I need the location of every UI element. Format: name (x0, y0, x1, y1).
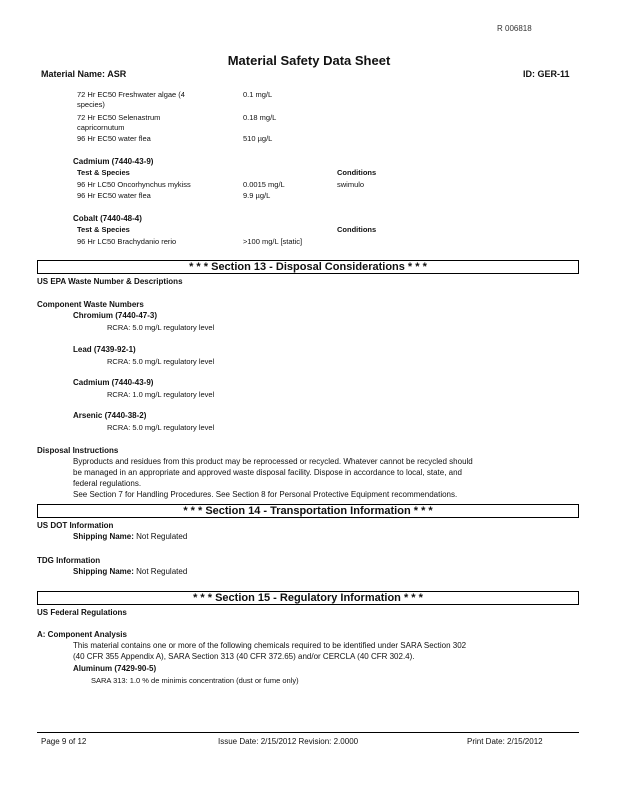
test-species-header: Test & Species (77, 225, 130, 234)
conditions-header: Conditions (337, 225, 377, 234)
disposal-line: See Section 7 for Handling Procedures. See Section 8 for Personal Protective Equipment recommendations. (73, 490, 458, 499)
waste-component-rcra: RCRA: 5.0 mg/L regulatory level (107, 423, 215, 432)
eco-test: 72 Hr EC50 Freshwater algae (4 (77, 90, 185, 99)
eco-test: 96 Hr LC50 Brachydanio rerio (77, 237, 177, 246)
material-name: Material Name: ASR (41, 69, 127, 79)
waste-component-name: Chromium (7440-47-3) (73, 311, 158, 320)
section-13-header: * * * Section 13 - Disposal Considerations * * * (37, 260, 579, 274)
eco-test: species) (77, 100, 105, 109)
tdg-heading: TDG Information (37, 556, 101, 565)
tdg-shipping-value: Not Regulated (136, 567, 188, 576)
section-14-header: * * * Section 14 - Transportation Information * * * (37, 504, 579, 518)
eco-value: 510 µg/L (243, 134, 273, 143)
eco-test: 72 Hr EC50 Selenastrum (77, 113, 161, 122)
component-analysis-heading: A: Component Analysis (37, 630, 127, 639)
eco-test: 96 Hr LC50 Oncorhynchus mykiss (77, 180, 191, 189)
eco-value: >100 mg/L [static] (243, 237, 303, 246)
aluminum-detail: SARA 313: 1.0 % de minimis concentration (dust or fume only) (91, 676, 299, 685)
disposal-line: Byproducts and residues from this product may be reprocessed or recycled. Whatever cannot be recycled should (73, 457, 473, 466)
cobalt-eco-heading: Cobalt (7440-48-4) (73, 214, 142, 223)
test-species-header: Test & Species (77, 168, 130, 177)
section-15-header: * * * Section 15 - Regulatory Information * * * (37, 591, 579, 605)
eco-test: 96 Hr EC50 water flea (77, 191, 151, 200)
waste-component-rcra: RCRA: 1.0 mg/L regulatory level (107, 390, 215, 399)
footer-issue-date: Issue Date: 2/15/2012 Revision: 2.0000 (218, 737, 359, 746)
tdg-shipping-row (73, 567, 187, 576)
waste-component-rcra: RCRA: 5.0 mg/L regulatory level (107, 357, 215, 366)
dot-shipping-row (73, 532, 187, 541)
footer-page-number: Page 9 of 12 (41, 737, 87, 746)
waste-component-name: Lead (7439-92-1) (73, 345, 136, 354)
eco-value: 9.9 µg/L (243, 191, 271, 200)
tdg-shipping-label: Shipping Name: (73, 567, 134, 576)
eco-value: 0.18 mg/L (243, 113, 277, 122)
analysis-line: (40 CFR 355 Appendix A), SARA Section 313 (40 CFR 372.65) and/or CERCLA (40 CFR 302.4). (73, 652, 415, 661)
dot-shipping-value: Not Regulated (136, 532, 188, 541)
document-id: ID: GER-11 (523, 69, 570, 79)
eco-test: 96 Hr EC50 water flea (77, 134, 151, 143)
eco-value: 0.1 mg/L (243, 90, 273, 99)
dot-shipping-label: Shipping Name: (73, 532, 134, 541)
page-reference: R 006818 (497, 24, 532, 33)
disposal-line: federal regulations. (73, 479, 142, 488)
document-title: Material Safety Data Sheet (227, 53, 391, 68)
federal-regulations-heading: US Federal Regulations (37, 608, 127, 617)
component-waste-heading: Component Waste Numbers (37, 300, 144, 309)
waste-component-rcra: RCRA: 5.0 mg/L regulatory level (107, 323, 215, 332)
waste-component-name: Cadmium (7440-43-9) (73, 378, 154, 387)
disposal-heading: Disposal Instructions (37, 446, 119, 455)
waste-component-name: Arsenic (7440-38-2) (73, 411, 147, 420)
aluminum-heading: Aluminum (7429-90-5) (73, 664, 157, 673)
eco-test: capricornutum (77, 123, 125, 132)
conditions-header: Conditions (337, 168, 377, 177)
disposal-line: be managed in an appropriate and approved waste disposal facility. Dispose in accordance to local, state, and (73, 468, 462, 477)
epa-heading: US EPA Waste Number & Descriptions (37, 277, 183, 286)
footer-print-date: Print Date: 2/15/2012 (467, 737, 543, 746)
dot-heading: US DOT Information (37, 521, 114, 530)
eco-value: 0.0015 mg/L (243, 180, 285, 189)
footer-divider (37, 732, 579, 733)
eco-condition: swimulo (337, 180, 365, 189)
analysis-line: This material contains one or more of the following chemicals required to be identified under SARA Section 302 (73, 641, 467, 650)
cadmium-eco-heading: Cadmium (7440-43-9) (73, 157, 154, 166)
